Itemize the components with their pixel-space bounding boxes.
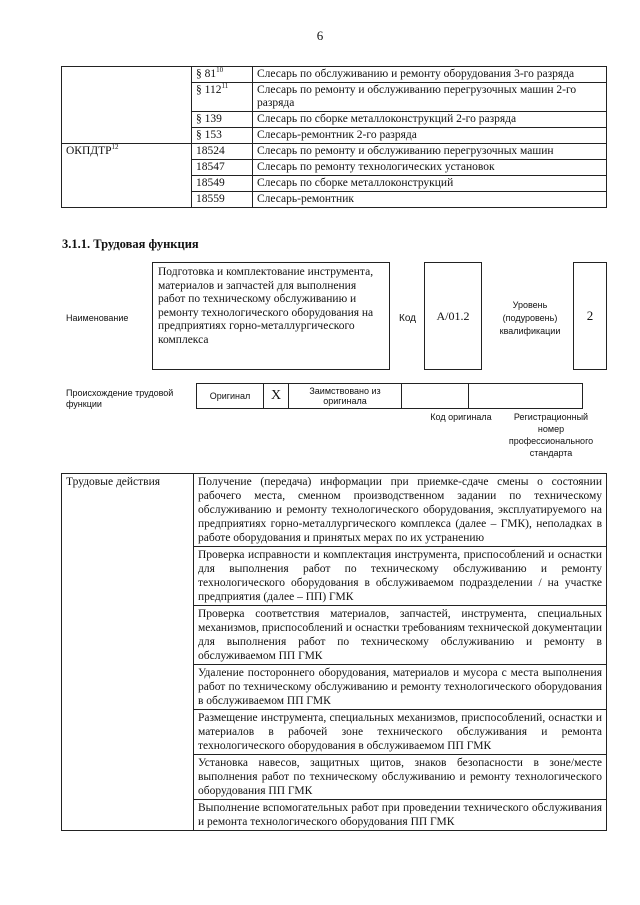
- title-cell: Слесарь по ремонту и обслуживанию перегрузочных машин 2-го разряда: [253, 83, 607, 112]
- level-label: Уровень (подуровень) квалификации: [499, 300, 561, 336]
- reg-number-cell: [468, 383, 583, 409]
- table-row: [62, 160, 607, 176]
- group-cell: [62, 128, 192, 144]
- table-row: [62, 112, 607, 128]
- labor-action-item: Удаление постороннего оборудования, материалов и мусора с места выполнения работ по техническому обслуживанию и ремонту технологического оборудования в обслуживаемом ПП ГМК: [194, 665, 607, 710]
- classifier-table: [61, 66, 607, 208]
- code-cell: § $81^{10}$: [192, 67, 253, 83]
- table-row: [62, 474, 607, 547]
- title-cell: Слесарь по ремонту технологических установок: [253, 160, 607, 176]
- group-cell: [62, 83, 192, 112]
- labor-actions-label: Трудовые действия: [62, 474, 194, 831]
- borrowed-cell: [288, 383, 402, 409]
- labor-action-item: Проверка исправности и комплектация инструмента, приспособлений и оснастки для выполнения работ по техническому обслуживанию и ремонту технологического оборудования в обслуживаемом подразделении / на участке предприятия (далее – ПП) ГМК: [194, 547, 607, 606]
- original-label: Оригинал: [209, 391, 251, 401]
- table-row: [62, 128, 607, 144]
- code-cell: 18559: [192, 192, 253, 208]
- origin-label: Происхождение трудовой функции: [66, 388, 174, 409]
- labor-action-item: Размещение инструмента, специальных механизмов, приспособлений, оснастки и материалов в рабочей зоне технического обслуживания и ремонта технологического оборудования в обслуживаемом ПП ГМК: [194, 710, 607, 755]
- group-cell: [62, 112, 192, 128]
- labor-action-item: Выполнение вспомогательных работ при проведении технического обслуживания и ремонта технологического оборудования ПП ГМК: [194, 800, 607, 831]
- title-cell: Слесарь по сборке металлоконструкций: [253, 176, 607, 192]
- code-cell: § 139: [192, 112, 253, 128]
- code-cell: 18547: [192, 160, 253, 176]
- reg-number-caption: Регистрационный номер профессионального стандарта: [508, 412, 594, 458]
- code-original-cell: [401, 383, 469, 409]
- code-label: Код: [399, 313, 417, 324]
- origin-row: [196, 383, 583, 409]
- table-row: [62, 192, 607, 208]
- code-original-caption: Код оригинала: [430, 412, 492, 422]
- group-cell: [62, 192, 192, 208]
- table-row: [62, 83, 607, 112]
- title-cell: Слесарь по ремонту и обслуживанию перегрузочных машин: [253, 144, 607, 160]
- group-cell: ОКПДТР$^{12}$: [62, 144, 192, 160]
- group-cell: [62, 176, 192, 192]
- borrowed-label: Заимствовано из оригинала: [309, 386, 381, 406]
- function-code-box: А/01.2: [424, 262, 482, 370]
- labor-actions-table: [61, 473, 607, 831]
- section-heading: 3.1.1. Трудовая функция: [62, 237, 199, 251]
- table-row: [62, 144, 607, 160]
- title-cell: Слесарь-ремонтник 2-го разряда: [253, 128, 607, 144]
- labor-action-item: Получение (передача) информации при приемке-сдаче смены о состоянии рабочего места, сменном производственном задании по техническому обслуживанию и ремонту технологического оборудования, эксплуатируемого на предприятиях горно-металлургического комплекса (далее – ГМК), неполадках в работе оборудования и принятых мерах по их устранению: [194, 474, 607, 547]
- original-mark-cell: X: [263, 383, 289, 409]
- labor-action-item: Проверка соответствия материалов, запчастей, инструмента, специальных механизмов, приспособлений и оснастки требованиям технической документации для выполнения работ по техническому обслуживанию и ремонту в обслуживаемом ПП ГМК: [194, 606, 607, 665]
- name-label: Наименование: [66, 313, 129, 323]
- page-number: 6: [316, 28, 324, 43]
- table-row: [62, 176, 607, 192]
- title-cell: Слесарь-ремонтник: [253, 192, 607, 208]
- code-cell: § $112^{11}$: [192, 83, 253, 112]
- function-name-box: Подготовка и комплектование инструмента, материалов и запчастей для выполнения работ по техническому обслуживанию и ремонту технологического оборудования на предприятиях горно-металлургического комплекса: [152, 262, 390, 370]
- level-box: 2: [573, 262, 607, 370]
- group-cell: [62, 160, 192, 176]
- title-cell: Слесарь по обслуживанию и ремонту оборудования 3-го разряда: [253, 67, 607, 83]
- code-cell: § 153: [192, 128, 253, 144]
- labor-action-item: Установка навесов, защитных щитов, знаков безопасности в зоне/месте выполнения работ по техническому обслуживанию и ремонту технологического оборудования ПП ГМК: [194, 755, 607, 800]
- original-cell: [196, 383, 264, 409]
- code-cell: 18524: [192, 144, 253, 160]
- code-cell: 18549: [192, 176, 253, 192]
- group-cell: [62, 67, 192, 83]
- title-cell: Слесарь по сборке металлоконструкций 2-го разряда: [253, 112, 607, 128]
- table-row: [62, 67, 607, 83]
